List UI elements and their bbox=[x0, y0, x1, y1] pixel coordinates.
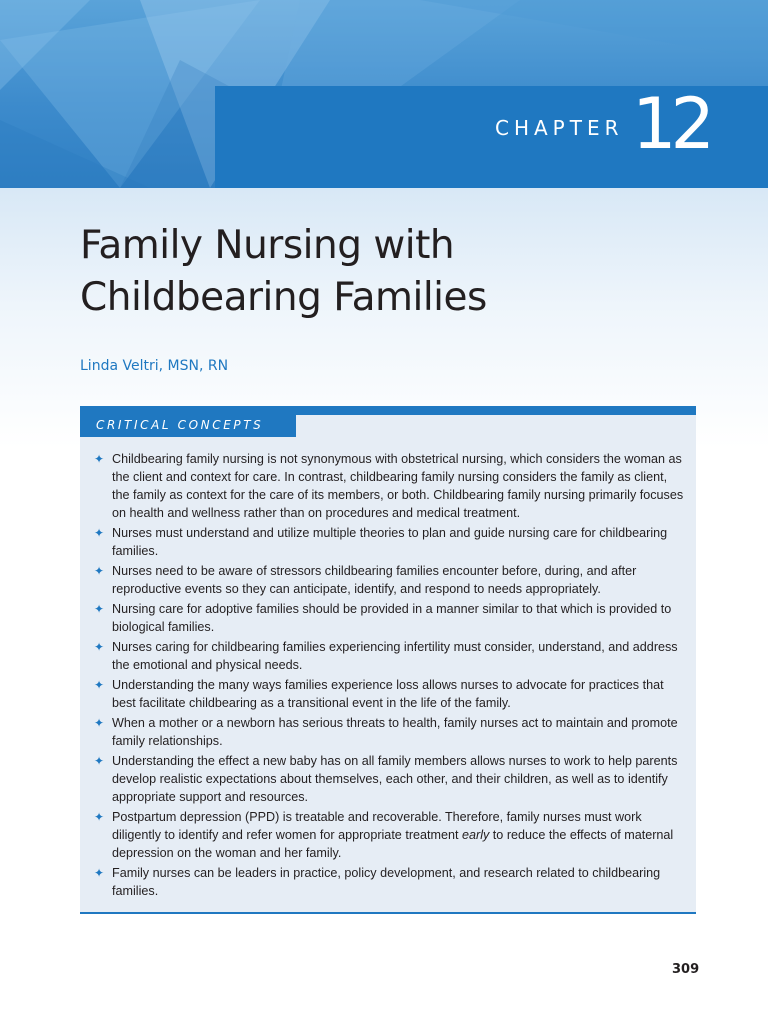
concepts-top-rule bbox=[80, 406, 696, 415]
chapter-number: 12 bbox=[632, 83, 710, 165]
star-bullet-icon: ✦ bbox=[94, 754, 105, 768]
star-bullet-icon: ✦ bbox=[94, 640, 105, 654]
concepts-heading-tab bbox=[80, 415, 296, 437]
critical-concepts-box bbox=[80, 406, 696, 914]
author-byline: Linda Veltri, MSN, RN bbox=[80, 358, 229, 374]
list-item: ✦ Nursing care for adoptive families should be provided in a manner similar to that which is provided to biological families. bbox=[94, 602, 672, 634]
star-bullet-icon: ✦ bbox=[94, 678, 105, 692]
star-bullet-icon: ✦ bbox=[94, 810, 105, 824]
chapter-title bbox=[80, 220, 487, 324]
star-bullet-icon: ✦ bbox=[94, 866, 105, 880]
list-item: ✦ Nurses need to be aware of stressors childbearing families encounter before, during, and after reproductive events so they can anticipate, identify, and respond to needs appropriately. bbox=[94, 564, 637, 596]
list-item: ✦ When a mother or a newborn has serious threats to health, family nurses act to maintain and promote family relationships. bbox=[94, 716, 678, 748]
concepts-list bbox=[94, 450, 684, 902]
chapter-title-line-1: Family Nursing with bbox=[80, 223, 455, 268]
list-item: ✦ Understanding the effect a new baby has on all family members allows nurses to work to help parents develop realistic expectations about themselves, each other, and their children, as well as to identify appropriate support and resources. bbox=[94, 754, 678, 804]
star-bullet-icon: ✦ bbox=[94, 452, 105, 466]
chapter-title-line-2: Childbearing Families bbox=[80, 275, 487, 320]
star-bullet-icon: ✦ bbox=[94, 526, 105, 540]
star-bullet-icon: ✦ bbox=[94, 564, 105, 578]
list-item: ✦ Postpartum depression (PPD) is treatable and recoverable. Therefore, family nurses must work diligently to identify and refer women for appropriate treatment early to reduce the effects of maternal depression on the woman and her family. bbox=[94, 810, 674, 860]
list-item: ✦ Childbearing family nursing is not synonymous with obstetrical nursing, which considers the woman as the client and context for care. In contrast, childbearing family nursing considers the family as client, the family as context for the care of its members, or both. Childbearing family nursing primarily focuses on health and wellness rather than on procedures and medical treatment. bbox=[94, 452, 684, 520]
star-bullet-icon: ✦ bbox=[94, 602, 105, 616]
list-item: ✦ Nurses must understand and utilize multiple theories to plan and guide nursing care for childbearing families. bbox=[94, 526, 668, 558]
chapter-label: CHAPTER bbox=[495, 116, 624, 140]
list-item: ✦ Family nurses can be leaders in practice, policy development, and research related to childbearing families. bbox=[94, 866, 661, 898]
emphasis-text: early bbox=[462, 828, 490, 842]
list-item: ✦ Nurses caring for childbearing families experiencing infertility must consider, understand, and address the emotional and physical needs. bbox=[94, 640, 678, 672]
page-number: 309 bbox=[672, 962, 700, 977]
star-bullet-icon: ✦ bbox=[94, 716, 105, 730]
concepts-heading: CRITICAL CONCEPTS bbox=[96, 418, 264, 432]
list-item: ✦ Understanding the many ways families experience loss allows nurses to advocate for practices that best facilitate childbearing as a transitional event in the life of the family. bbox=[94, 678, 664, 710]
